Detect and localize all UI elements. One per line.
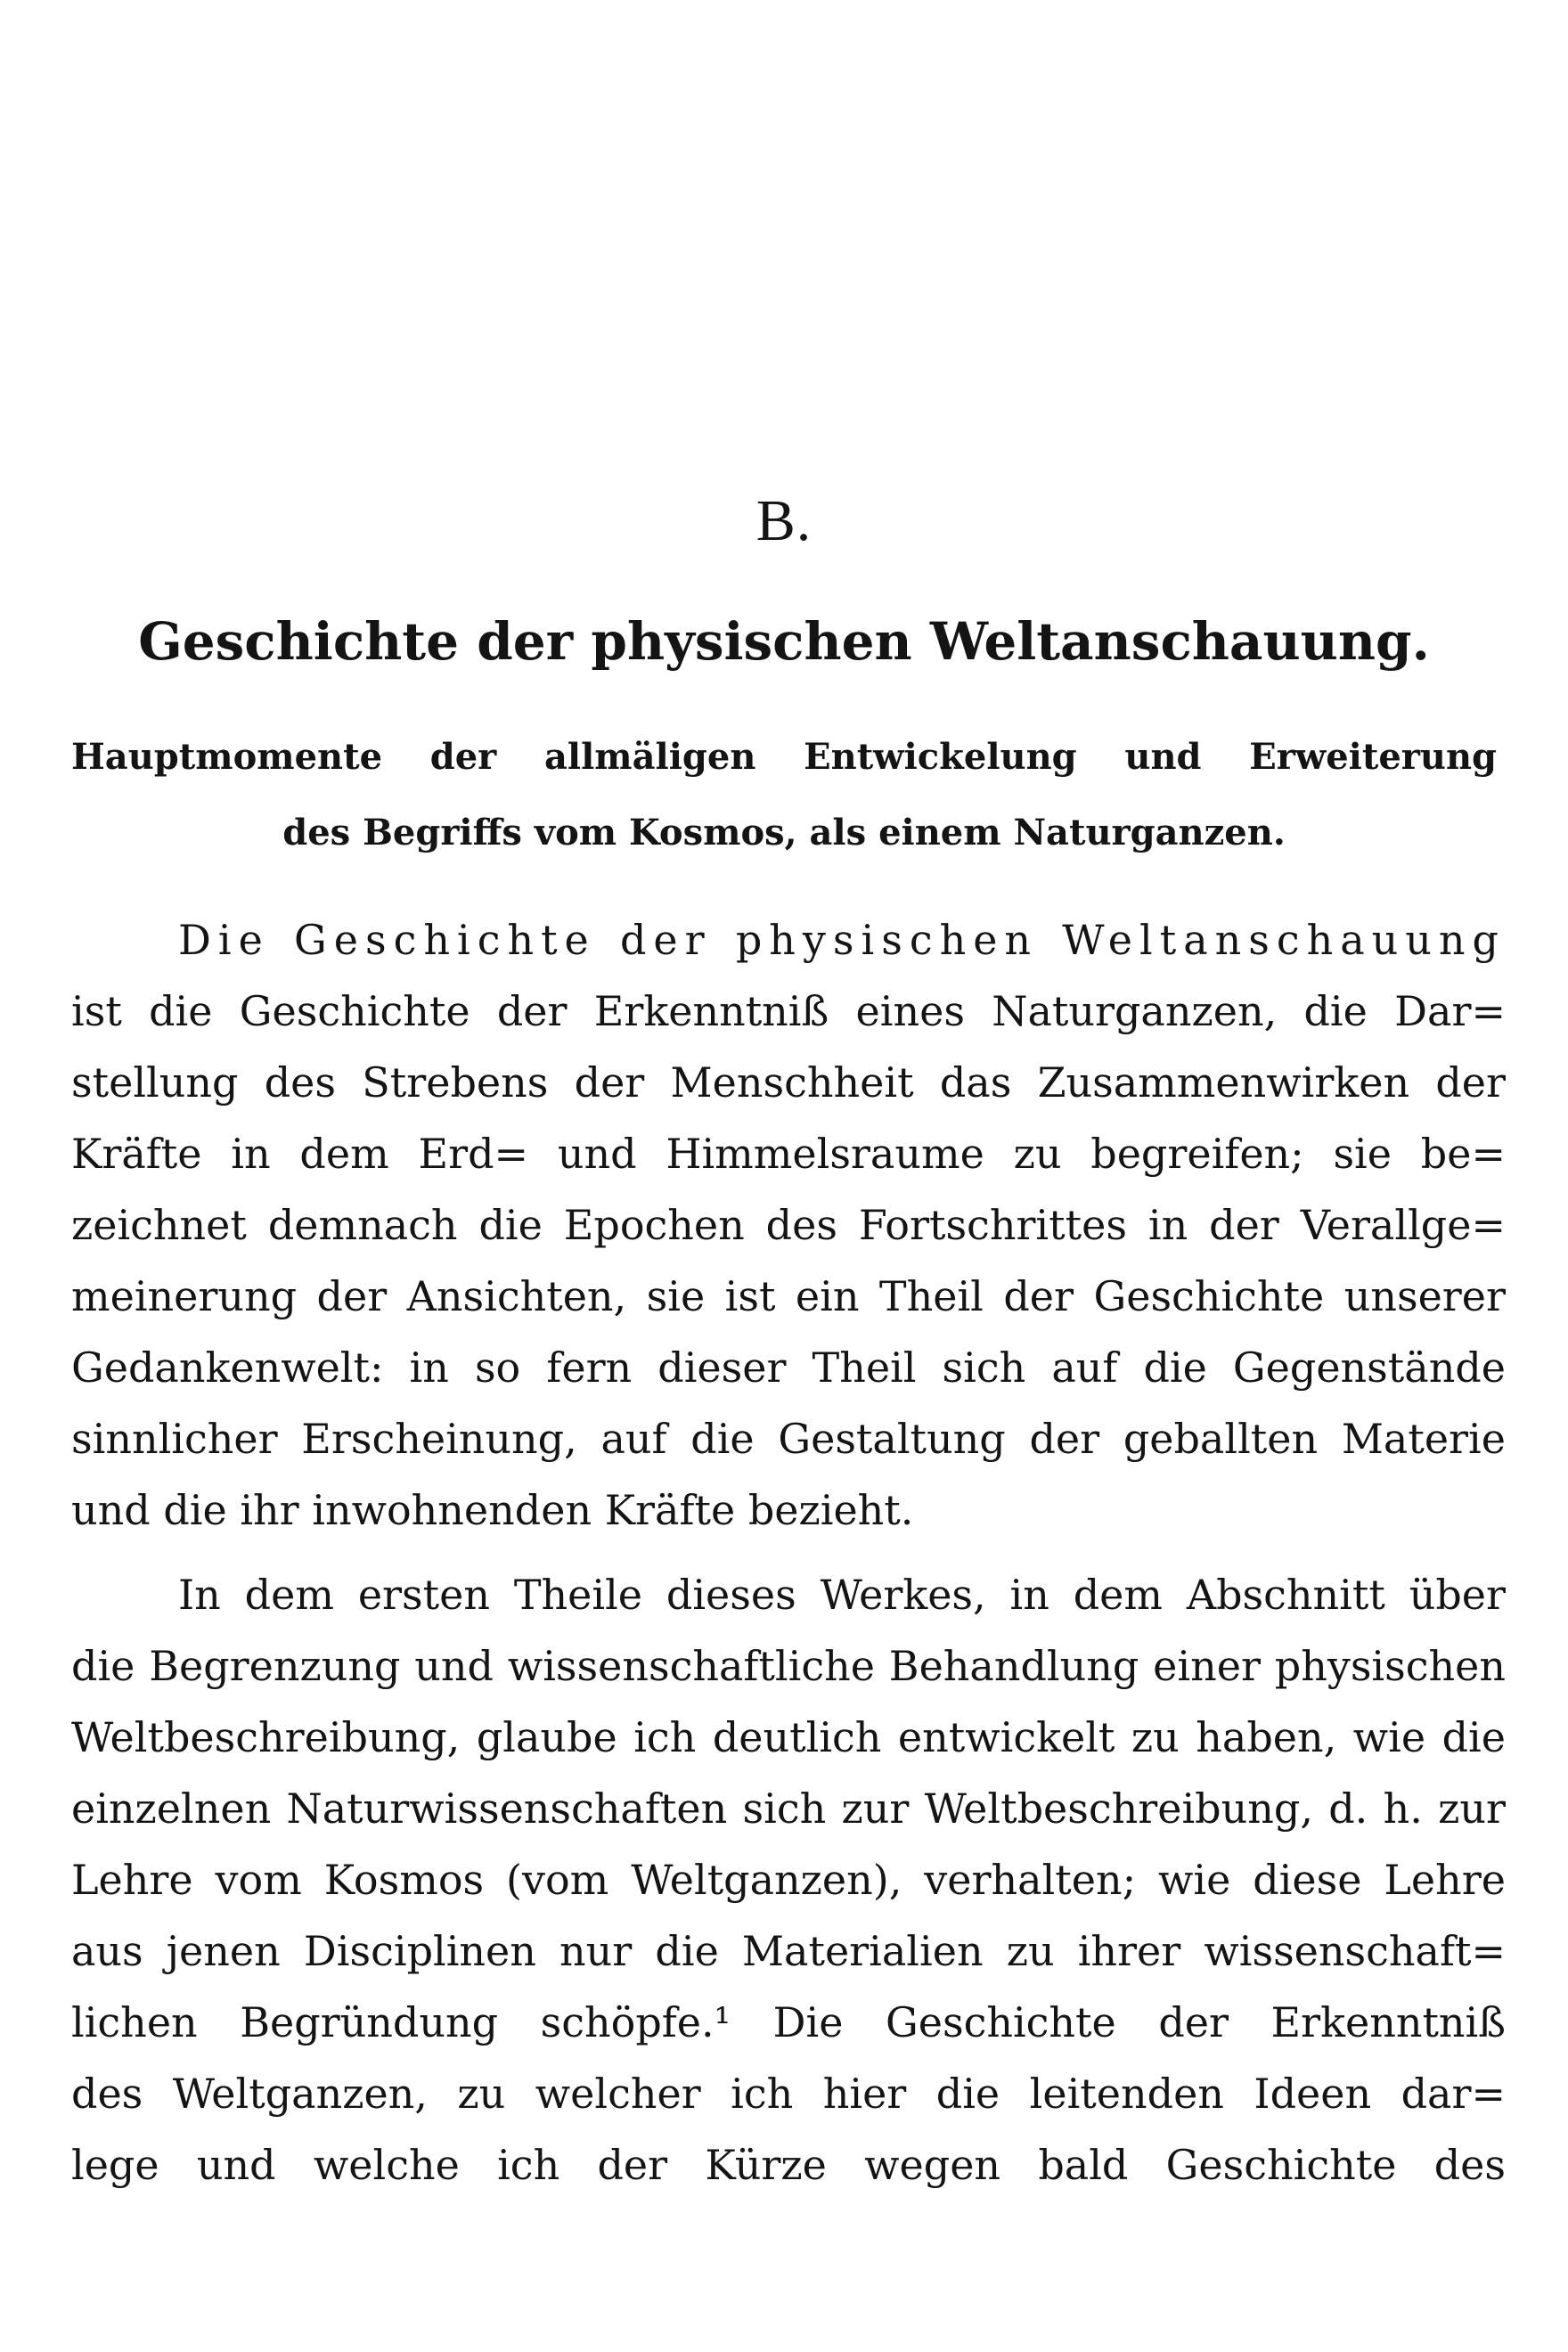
body-text-line: des Weltganzen, zu welcher ich hier die leitenden Ideen dar= — [71, 2070, 1506, 2118]
body-text-line: Kräfte in dem Erd= und Himmelsraume zu begreifen; sie be= — [71, 1130, 1506, 1178]
body-text-line: lege und welche ich der Kürze wegen bald Geschichte des — [71, 2141, 1506, 2189]
section-letter: B. — [755, 488, 813, 553]
body-text-line: einzelnen Naturwissenschaften sich zur Weltbeschreibung, d. h. zur — [71, 1784, 1506, 1833]
body-text-line: sinnlicher Erscheinung, auf die Gestaltung der geballten Materie — [71, 1415, 1506, 1463]
body-text-line: In dem ersten Theile dieses Werkes, in dem Abschnitt über — [178, 1571, 1506, 1619]
body-text-line: ist die Geschichte der Erkenntniß eines Naturganzen, die Dar= — [71, 987, 1506, 1035]
chapter-title: Geschichte der physischen Weltanschauung. — [138, 611, 1430, 672]
body-text-line: die Begrenzung und wissenschaftliche Behandlung einer physischen — [71, 1642, 1506, 1690]
body-text-line: zeichnet demnach die Epochen des Fortschrittes in der Verallge= — [71, 1201, 1506, 1249]
body-text-line: lichen Begründung schöpfe.¹ Die Geschichte der Erkenntniß — [71, 1998, 1506, 2046]
body-text-line: stellung des Strebens der Menschheit das Zusammenwirken der — [71, 1058, 1506, 1107]
body-text-line: Lehre vom Kosmos (vom Weltganzen), verhalten; wie diese Lehre — [71, 1856, 1506, 1904]
body-text-line: und die ihr inwohnenden Kräfte bezieht. — [71, 1486, 914, 1534]
body-text-line: aus jenen Disciplinen nur die Materialien zu ihrer wissenschaft= — [71, 1927, 1506, 1975]
body-text-line: Gedankenwelt: in so fern dieser Theil sich auf die Gegenstände — [71, 1343, 1506, 1392]
body-text-line: meinerung der Ansichten, sie ist ein Theil der Geschichte unserer — [71, 1272, 1506, 1320]
chapter-subtitle-line-1: Hauptmomente der allmäligen Entwickelung und Erweiterung — [71, 736, 1497, 778]
body-text-line: Weltbeschreibung, glaube ich deutlich entwickelt zu haben, wie die — [71, 1713, 1506, 1761]
chapter-subtitle-line-2: des Begriffs vom Kosmos, als einem Naturganzen. — [282, 812, 1286, 853]
body-text-line: Die Geschichte der physischen Weltanschauung — [178, 916, 1506, 964]
